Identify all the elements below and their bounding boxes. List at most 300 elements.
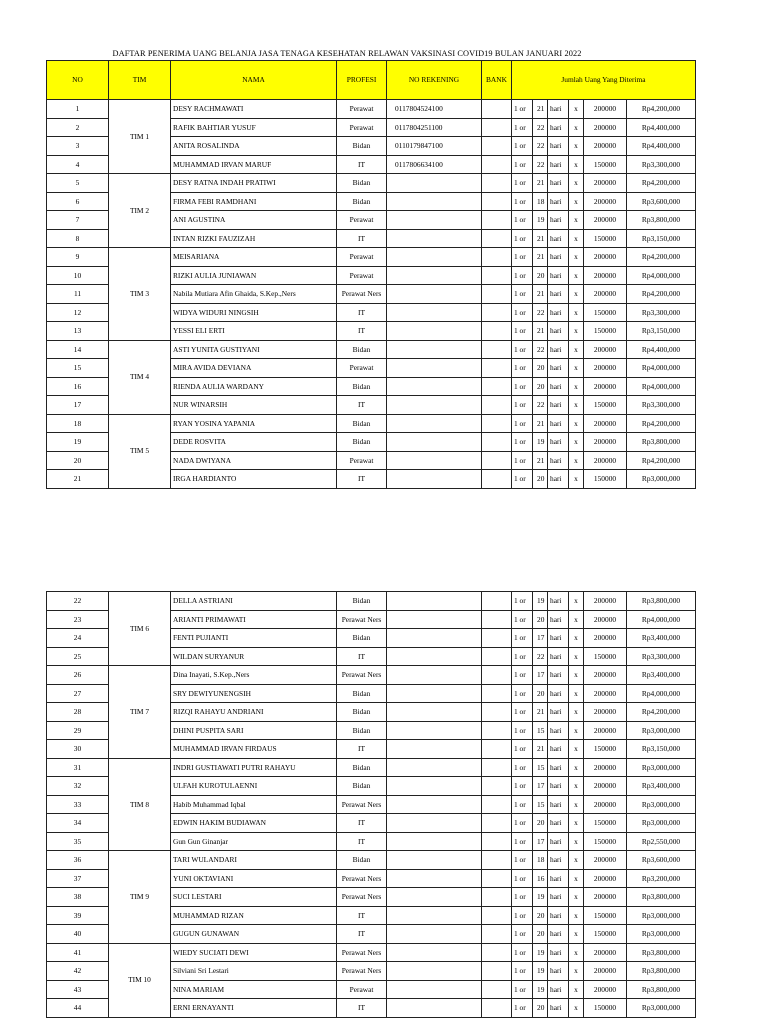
cell-volume: 1 or bbox=[512, 777, 533, 796]
cell-hari-unit: hari bbox=[548, 906, 569, 925]
cell-multiply: x bbox=[569, 906, 584, 925]
cell-bank bbox=[482, 999, 512, 1018]
cell-hari-unit: hari bbox=[548, 740, 569, 759]
cell-multiply: x bbox=[569, 629, 584, 648]
cell-multiply: x bbox=[569, 433, 584, 452]
cell-volume: 1 or bbox=[512, 962, 533, 981]
cell-profesi: Bidan bbox=[337, 703, 387, 722]
cell-bank bbox=[482, 396, 512, 415]
cell-bank bbox=[482, 192, 512, 211]
cell-rate: 200000 bbox=[584, 451, 627, 470]
cell-multiply: x bbox=[569, 777, 584, 796]
cell-bank bbox=[482, 666, 512, 685]
cell-multiply: x bbox=[569, 174, 584, 193]
cell-bank bbox=[482, 943, 512, 962]
cell-amount: Rp3,150,000 bbox=[627, 740, 696, 759]
cell-nama: IRGA HARDIANTO bbox=[171, 470, 337, 489]
cell-rate: 200000 bbox=[584, 340, 627, 359]
cell-tim: TIM 10 bbox=[109, 943, 171, 1017]
cell-no: 6 bbox=[47, 192, 109, 211]
cell-rate: 150000 bbox=[584, 470, 627, 489]
cell-volume: 1 or bbox=[512, 832, 533, 851]
header-tim: TIM bbox=[109, 61, 171, 100]
cell-rate: 200000 bbox=[584, 795, 627, 814]
cell-multiply: x bbox=[569, 118, 584, 137]
cell-rate: 200000 bbox=[584, 684, 627, 703]
cell-rekening bbox=[387, 943, 482, 962]
cell-amount: Rp3,800,000 bbox=[627, 962, 696, 981]
cell-volume: 1 or bbox=[512, 758, 533, 777]
cell-volume: 1 or bbox=[512, 414, 533, 433]
cell-profesi: Perawat bbox=[337, 980, 387, 999]
table-row bbox=[47, 943, 696, 962]
cell-amount: Rp4,000,000 bbox=[627, 610, 696, 629]
cell-rekening bbox=[387, 740, 482, 759]
cell-bank bbox=[482, 414, 512, 433]
header-rekening: NO REKENING bbox=[387, 61, 482, 100]
cell-profesi: Perawat bbox=[337, 248, 387, 267]
cell-bank bbox=[482, 211, 512, 230]
cell-profesi: IT bbox=[337, 647, 387, 666]
cell-days: 19 bbox=[533, 943, 548, 962]
cell-hari-unit: hari bbox=[548, 962, 569, 981]
cell-volume: 1 or bbox=[512, 229, 533, 248]
cell-nama: INDRI GUSTIAWATI PUTRI RAHAYU bbox=[171, 758, 337, 777]
cell-hari-unit: hari bbox=[548, 703, 569, 722]
table-row bbox=[47, 174, 696, 193]
cell-multiply: x bbox=[569, 211, 584, 230]
cell-amount: Rp3,300,000 bbox=[627, 303, 696, 322]
cell-hari-unit: hari bbox=[548, 629, 569, 648]
cell-days: 21 bbox=[533, 285, 548, 304]
cell-nama: Nabila Mutiara Afin Ghaida, S.Kep.,Ners bbox=[171, 285, 337, 304]
cell-days: 22 bbox=[533, 137, 548, 156]
cell-rekening bbox=[387, 925, 482, 944]
cell-amount: Rp3,000,000 bbox=[627, 999, 696, 1018]
cell-volume: 1 or bbox=[512, 666, 533, 685]
cell-rekening bbox=[387, 414, 482, 433]
cell-rekening bbox=[387, 703, 482, 722]
cell-bank bbox=[482, 851, 512, 870]
cell-rate: 200000 bbox=[584, 962, 627, 981]
cell-rate: 150000 bbox=[584, 999, 627, 1018]
cell-rate: 200000 bbox=[584, 721, 627, 740]
cell-hari-unit: hari bbox=[548, 610, 569, 629]
cell-rate: 200000 bbox=[584, 100, 627, 119]
cell-rate: 150000 bbox=[584, 229, 627, 248]
cell-no: 20 bbox=[47, 451, 109, 470]
cell-bank bbox=[482, 118, 512, 137]
cell-volume: 1 or bbox=[512, 211, 533, 230]
cell-rate: 200000 bbox=[584, 703, 627, 722]
cell-amount: Rp4,200,000 bbox=[627, 285, 696, 304]
cell-profesi: Perawat Ners bbox=[337, 888, 387, 907]
cell-multiply: x bbox=[569, 322, 584, 341]
cell-no: 23 bbox=[47, 610, 109, 629]
cell-nama: MIRA AVIDA DEVIANA bbox=[171, 359, 337, 378]
cell-rekening bbox=[387, 629, 482, 648]
cell-volume: 1 or bbox=[512, 340, 533, 359]
cell-rekening bbox=[387, 610, 482, 629]
cell-bank bbox=[482, 155, 512, 174]
cell-nama: ASTI YUNITA GUSTIYANI bbox=[171, 340, 337, 359]
cell-profesi: IT bbox=[337, 906, 387, 925]
cell-bank bbox=[482, 359, 512, 378]
cell-volume: 1 or bbox=[512, 192, 533, 211]
cell-amount: Rp3,000,000 bbox=[627, 906, 696, 925]
cell-multiply: x bbox=[569, 869, 584, 888]
cell-bank bbox=[482, 795, 512, 814]
cell-rekening: 0117804251100 bbox=[387, 118, 482, 137]
cell-no: 17 bbox=[47, 396, 109, 415]
cell-profesi: Bidan bbox=[337, 174, 387, 193]
cell-hari-unit: hari bbox=[548, 192, 569, 211]
cell-volume: 1 or bbox=[512, 925, 533, 944]
cell-volume: 1 or bbox=[512, 943, 533, 962]
cell-no: 34 bbox=[47, 814, 109, 833]
cell-amount: Rp3,000,000 bbox=[627, 795, 696, 814]
cell-profesi: IT bbox=[337, 832, 387, 851]
cell-rekening bbox=[387, 851, 482, 870]
cell-bank bbox=[482, 703, 512, 722]
cell-nama: ANITA ROSALINDA bbox=[171, 137, 337, 156]
cell-bank bbox=[482, 832, 512, 851]
cell-hari-unit: hari bbox=[548, 285, 569, 304]
cell-hari-unit: hari bbox=[548, 999, 569, 1018]
cell-days: 20 bbox=[533, 684, 548, 703]
cell-multiply: x bbox=[569, 999, 584, 1018]
cell-rate: 150000 bbox=[584, 814, 627, 833]
table-row bbox=[47, 414, 696, 433]
cell-volume: 1 or bbox=[512, 795, 533, 814]
cell-rekening bbox=[387, 795, 482, 814]
cell-multiply: x bbox=[569, 229, 584, 248]
header-jumlah: Jumlah Uang Yang Diterima bbox=[512, 61, 696, 100]
cell-volume: 1 or bbox=[512, 118, 533, 137]
cell-profesi: Bidan bbox=[337, 592, 387, 611]
cell-hari-unit: hari bbox=[548, 851, 569, 870]
cell-days: 17 bbox=[533, 666, 548, 685]
cell-rekening bbox=[387, 266, 482, 285]
cell-days: 22 bbox=[533, 396, 548, 415]
cell-no: 22 bbox=[47, 592, 109, 611]
cell-volume: 1 or bbox=[512, 266, 533, 285]
cell-tim: TIM 8 bbox=[109, 758, 171, 851]
cell-profesi: Perawat Ners bbox=[337, 285, 387, 304]
cell-no: 11 bbox=[47, 285, 109, 304]
cell-no: 38 bbox=[47, 888, 109, 907]
cell-hari-unit: hari bbox=[548, 229, 569, 248]
cell-profesi: IT bbox=[337, 396, 387, 415]
cell-volume: 1 or bbox=[512, 888, 533, 907]
header-nama: NAMA bbox=[171, 61, 337, 100]
table-header-row bbox=[47, 61, 696, 100]
cell-rate: 200000 bbox=[584, 211, 627, 230]
cell-hari-unit: hari bbox=[548, 980, 569, 999]
cell-amount: Rp3,000,000 bbox=[627, 758, 696, 777]
cell-hari-unit: hari bbox=[548, 211, 569, 230]
cell-rate: 200000 bbox=[584, 610, 627, 629]
cell-profesi: IT bbox=[337, 740, 387, 759]
cell-tim: TIM 5 bbox=[109, 414, 171, 488]
cell-multiply: x bbox=[569, 925, 584, 944]
cell-amount: Rp4,000,000 bbox=[627, 684, 696, 703]
cell-hari-unit: hari bbox=[548, 943, 569, 962]
cell-hari-unit: hari bbox=[548, 174, 569, 193]
cell-profesi: Perawat bbox=[337, 359, 387, 378]
cell-no: 26 bbox=[47, 666, 109, 685]
cell-days: 18 bbox=[533, 192, 548, 211]
cell-profesi: Bidan bbox=[337, 340, 387, 359]
cell-nama: SRY DEWIYUNENGSIH bbox=[171, 684, 337, 703]
cell-nama: TARI WULANDARI bbox=[171, 851, 337, 870]
cell-profesi: Bidan bbox=[337, 377, 387, 396]
cell-rekening bbox=[387, 832, 482, 851]
cell-nama: NINA MARIAM bbox=[171, 980, 337, 999]
cell-volume: 1 or bbox=[512, 396, 533, 415]
cell-volume: 1 or bbox=[512, 906, 533, 925]
cell-profesi: Bidan bbox=[337, 684, 387, 703]
cell-nama: SUCI LESTARI bbox=[171, 888, 337, 907]
cell-volume: 1 or bbox=[512, 703, 533, 722]
cell-rate: 200000 bbox=[584, 248, 627, 267]
cell-profesi: IT bbox=[337, 470, 387, 489]
cell-tim: TIM 4 bbox=[109, 340, 171, 414]
cell-no: 13 bbox=[47, 322, 109, 341]
cell-multiply: x bbox=[569, 721, 584, 740]
cell-nama: DESY RATNA INDAH PRATIWI bbox=[171, 174, 337, 193]
cell-nama: INTAN RIZKI FAUZIZAH bbox=[171, 229, 337, 248]
recipients-table-top bbox=[46, 60, 696, 489]
cell-volume: 1 or bbox=[512, 285, 533, 304]
cell-rate: 150000 bbox=[584, 303, 627, 322]
cell-rekening bbox=[387, 962, 482, 981]
cell-hari-unit: hari bbox=[548, 470, 569, 489]
cell-rate: 200000 bbox=[584, 377, 627, 396]
cell-rate: 200000 bbox=[584, 777, 627, 796]
cell-nama: MUHAMMAD IRVAN MARUF bbox=[171, 155, 337, 174]
cell-rate: 200000 bbox=[584, 758, 627, 777]
cell-hari-unit: hari bbox=[548, 721, 569, 740]
cell-amount: Rp4,000,000 bbox=[627, 266, 696, 285]
cell-multiply: x bbox=[569, 137, 584, 156]
cell-amount: Rp3,600,000 bbox=[627, 851, 696, 870]
cell-hari-unit: hari bbox=[548, 137, 569, 156]
cell-tim: TIM 6 bbox=[109, 592, 171, 666]
cell-no: 4 bbox=[47, 155, 109, 174]
cell-rekening bbox=[387, 359, 482, 378]
cell-profesi: Perawat bbox=[337, 451, 387, 470]
cell-rekening bbox=[387, 888, 482, 907]
cell-days: 19 bbox=[533, 211, 548, 230]
cell-bank bbox=[482, 174, 512, 193]
cell-rekening bbox=[387, 303, 482, 322]
cell-amount: Rp4,400,000 bbox=[627, 340, 696, 359]
cell-rekening bbox=[387, 211, 482, 230]
cell-amount: Rp4,200,000 bbox=[627, 100, 696, 119]
cell-bank bbox=[482, 647, 512, 666]
cell-profesi: Perawat Ners bbox=[337, 943, 387, 962]
cell-no: 27 bbox=[47, 684, 109, 703]
cell-volume: 1 or bbox=[512, 721, 533, 740]
cell-nama: FENTI PUJIANTI bbox=[171, 629, 337, 648]
cell-multiply: x bbox=[569, 647, 584, 666]
cell-days: 20 bbox=[533, 359, 548, 378]
cell-volume: 1 or bbox=[512, 647, 533, 666]
cell-profesi: Bidan bbox=[337, 721, 387, 740]
cell-rekening bbox=[387, 592, 482, 611]
cell-days: 22 bbox=[533, 155, 548, 174]
cell-amount: Rp4,200,000 bbox=[627, 703, 696, 722]
cell-rate: 150000 bbox=[584, 832, 627, 851]
cell-nama: RIZQI RAHAYU ANDRIANI bbox=[171, 703, 337, 722]
cell-profesi: Perawat Ners bbox=[337, 795, 387, 814]
cell-no: 16 bbox=[47, 377, 109, 396]
cell-multiply: x bbox=[569, 303, 584, 322]
table-row bbox=[47, 100, 696, 119]
table-row bbox=[47, 758, 696, 777]
document-title: DAFTAR PENERIMA UANG BELANJA JASA TENAGA KESEHATAN RELAWAN VAKSINASI COVID19 BULAN JANUARI 2022 bbox=[112, 49, 582, 58]
cell-no: 12 bbox=[47, 303, 109, 322]
cell-hari-unit: hari bbox=[548, 340, 569, 359]
cell-days: 18 bbox=[533, 851, 548, 870]
cell-days: 21 bbox=[533, 229, 548, 248]
cell-amount: Rp3,600,000 bbox=[627, 192, 696, 211]
cell-rate: 200000 bbox=[584, 629, 627, 648]
cell-rekening bbox=[387, 229, 482, 248]
cell-rate: 200000 bbox=[584, 414, 627, 433]
cell-bank bbox=[482, 610, 512, 629]
cell-amount: Rp3,000,000 bbox=[627, 470, 696, 489]
cell-bank bbox=[482, 684, 512, 703]
cell-no: 36 bbox=[47, 851, 109, 870]
cell-nama: NADA DWIYANA bbox=[171, 451, 337, 470]
cell-multiply: x bbox=[569, 340, 584, 359]
cell-days: 15 bbox=[533, 758, 548, 777]
cell-days: 19 bbox=[533, 888, 548, 907]
cell-hari-unit: hari bbox=[548, 396, 569, 415]
cell-days: 21 bbox=[533, 322, 548, 341]
cell-hari-unit: hari bbox=[548, 359, 569, 378]
cell-multiply: x bbox=[569, 592, 584, 611]
cell-multiply: x bbox=[569, 470, 584, 489]
cell-profesi: Bidan bbox=[337, 137, 387, 156]
cell-profesi: Bidan bbox=[337, 851, 387, 870]
cell-no: 33 bbox=[47, 795, 109, 814]
cell-amount: Rp4,000,000 bbox=[627, 377, 696, 396]
cell-amount: Rp3,300,000 bbox=[627, 155, 696, 174]
cell-volume: 1 or bbox=[512, 100, 533, 119]
cell-no: 15 bbox=[47, 359, 109, 378]
cell-bank bbox=[482, 433, 512, 452]
cell-multiply: x bbox=[569, 414, 584, 433]
cell-rekening bbox=[387, 814, 482, 833]
cell-hari-unit: hari bbox=[548, 832, 569, 851]
cell-profesi: Perawat bbox=[337, 100, 387, 119]
cell-rate: 200000 bbox=[584, 943, 627, 962]
cell-nama: NUR WINARSIH bbox=[171, 396, 337, 415]
cell-bank bbox=[482, 740, 512, 759]
cell-nama: Habib Muhammad Iqbal bbox=[171, 795, 337, 814]
cell-rate: 150000 bbox=[584, 155, 627, 174]
cell-no: 32 bbox=[47, 777, 109, 796]
cell-days: 21 bbox=[533, 740, 548, 759]
cell-nama: RIZKI AULIA JUNIAWAN bbox=[171, 266, 337, 285]
cell-hari-unit: hari bbox=[548, 888, 569, 907]
cell-multiply: x bbox=[569, 266, 584, 285]
cell-hari-unit: hari bbox=[548, 414, 569, 433]
cell-rate: 200000 bbox=[584, 285, 627, 304]
cell-multiply: x bbox=[569, 192, 584, 211]
cell-multiply: x bbox=[569, 832, 584, 851]
cell-amount: Rp3,800,000 bbox=[627, 980, 696, 999]
cell-no: 24 bbox=[47, 629, 109, 648]
cell-profesi: IT bbox=[337, 925, 387, 944]
cell-nama: MEISARIANA bbox=[171, 248, 337, 267]
cell-hari-unit: hari bbox=[548, 758, 569, 777]
cell-volume: 1 or bbox=[512, 592, 533, 611]
cell-hari-unit: hari bbox=[548, 377, 569, 396]
cell-profesi: Perawat Ners bbox=[337, 610, 387, 629]
cell-rate: 150000 bbox=[584, 925, 627, 944]
cell-hari-unit: hari bbox=[548, 451, 569, 470]
cell-multiply: x bbox=[569, 666, 584, 685]
cell-tim: TIM 3 bbox=[109, 248, 171, 341]
cell-rekening: 0117806634100 bbox=[387, 155, 482, 174]
cell-volume: 1 or bbox=[512, 451, 533, 470]
cell-amount: Rp4,200,000 bbox=[627, 248, 696, 267]
cell-amount: Rp3,300,000 bbox=[627, 647, 696, 666]
cell-days: 20 bbox=[533, 999, 548, 1018]
cell-rekening bbox=[387, 174, 482, 193]
cell-hari-unit: hari bbox=[548, 684, 569, 703]
cell-rate: 200000 bbox=[584, 433, 627, 452]
cell-no: 8 bbox=[47, 229, 109, 248]
cell-nama: DHINI PUSPITA SARI bbox=[171, 721, 337, 740]
cell-amount: Rp3,400,000 bbox=[627, 666, 696, 685]
cell-rate: 150000 bbox=[584, 396, 627, 415]
cell-amount: Rp4,200,000 bbox=[627, 414, 696, 433]
cell-bank bbox=[482, 777, 512, 796]
cell-rekening bbox=[387, 451, 482, 470]
cell-no: 35 bbox=[47, 832, 109, 851]
cell-volume: 1 or bbox=[512, 303, 533, 322]
cell-rekening bbox=[387, 470, 482, 489]
cell-bank bbox=[482, 629, 512, 648]
cell-days: 20 bbox=[533, 266, 548, 285]
cell-hari-unit: hari bbox=[548, 795, 569, 814]
cell-volume: 1 or bbox=[512, 377, 533, 396]
cell-multiply: x bbox=[569, 703, 584, 722]
cell-multiply: x bbox=[569, 377, 584, 396]
cell-rekening bbox=[387, 647, 482, 666]
cell-rekening bbox=[387, 666, 482, 685]
cell-nama: ERNI ERNAYANTI bbox=[171, 999, 337, 1018]
cell-no: 40 bbox=[47, 925, 109, 944]
cell-amount: Rp3,800,000 bbox=[627, 433, 696, 452]
cell-hari-unit: hari bbox=[548, 777, 569, 796]
cell-rekening bbox=[387, 433, 482, 452]
cell-multiply: x bbox=[569, 100, 584, 119]
cell-amount: Rp3,800,000 bbox=[627, 211, 696, 230]
cell-nama: WIDYA WIDURI NINGSIH bbox=[171, 303, 337, 322]
cell-hari-unit: hari bbox=[548, 100, 569, 119]
cell-profesi: Perawat bbox=[337, 118, 387, 137]
cell-no: 25 bbox=[47, 647, 109, 666]
cell-days: 20 bbox=[533, 906, 548, 925]
cell-hari-unit: hari bbox=[548, 322, 569, 341]
cell-rate: 200000 bbox=[584, 266, 627, 285]
